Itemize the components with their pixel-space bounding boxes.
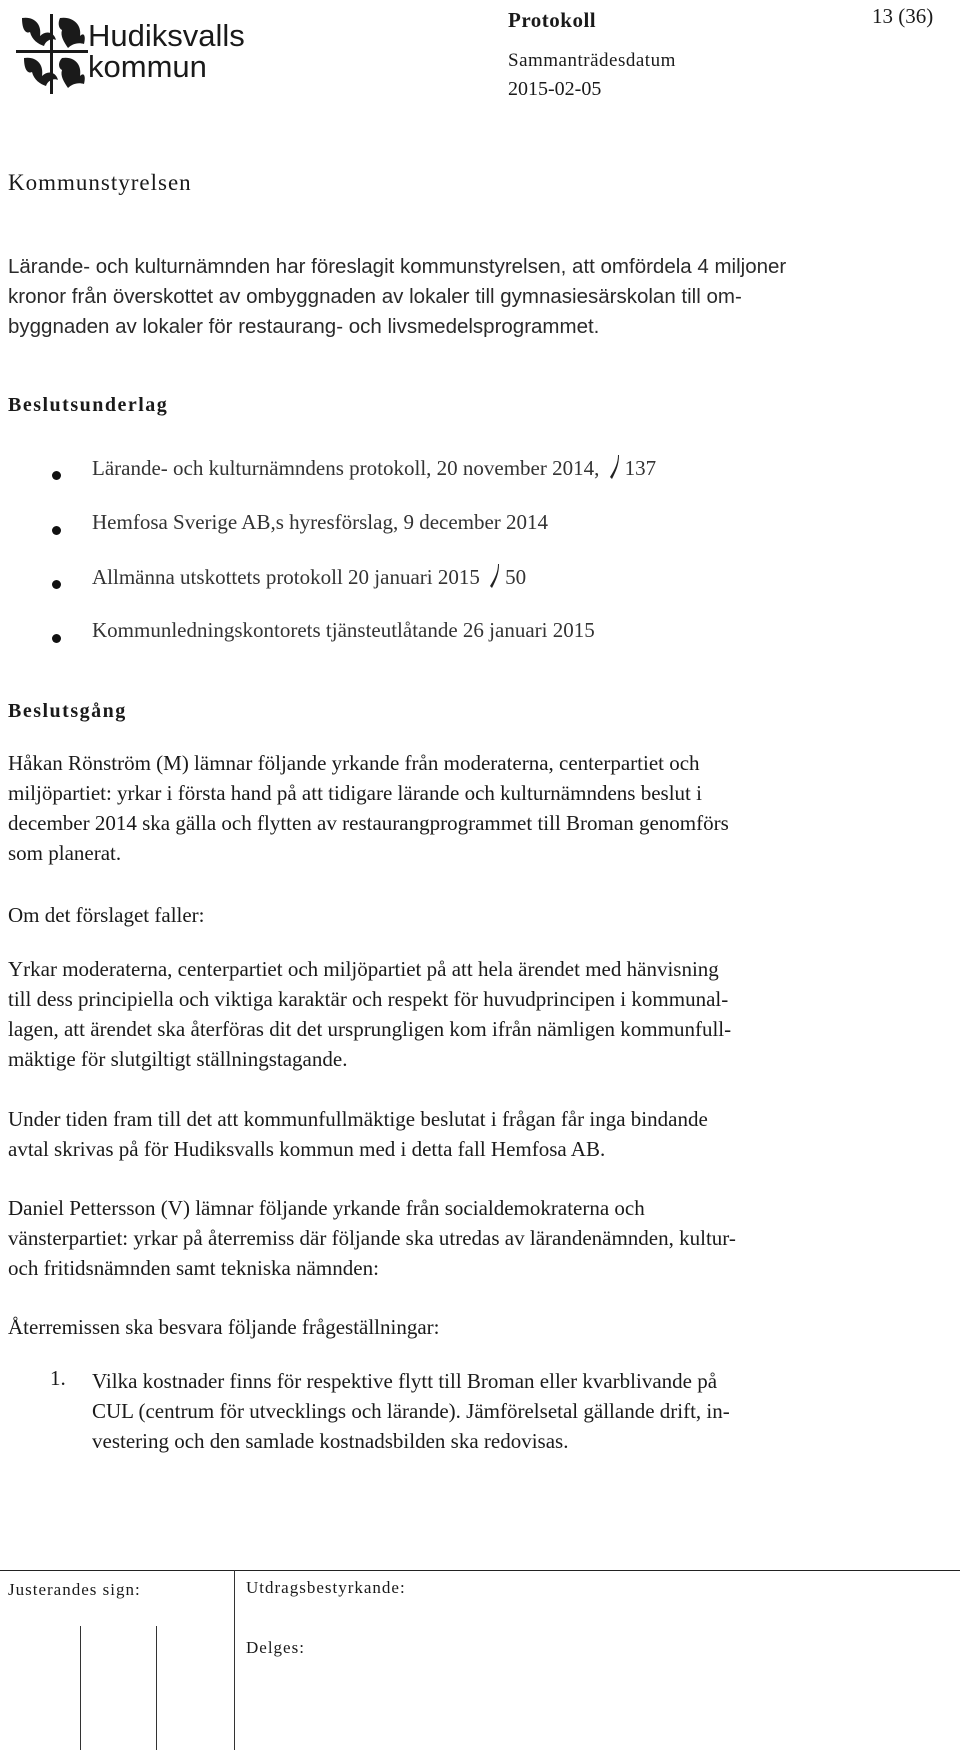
numbered-item-line: Vilka kostnader finns för respektive flytt till Broman eller kvarblivande på (92, 1369, 718, 1393)
paragraph-line: Håkan Rönström (M) lämnar följande yrkande från moderaterna, centerpartiet och (8, 751, 700, 775)
page-number: 13 (36) (872, 4, 934, 28)
paragraph-pettersson (8, 1193, 948, 1283)
paragraph-line: som planerat. (8, 841, 122, 865)
numbered-item-line: vestering och den samlade kostnadsbilden ska redovisas. (92, 1429, 569, 1453)
intro-line: kronor från överskottet av ombyggnaden av lokaler till gymnasiesärskolan till om- (8, 285, 742, 308)
paragraph-line: Daniel Pettersson (V) lämnar följande yrkande från socialdemokraterna och (8, 1196, 645, 1220)
meeting-date-label: Sammanträdesdatum (508, 50, 676, 71)
paragraph-aterremiss: Återremissen ska besvara följande frågeställningar: (8, 1315, 440, 1339)
beslutsunderlag-heading: Beslutsunderlag (8, 394, 169, 416)
utdragsbestyrkande-label: Utdragsbestyrkande: (246, 1578, 406, 1597)
paragraph-line: till dess principiella och viktiga karaktär och respekt för huvudprincipen i kommunal- (8, 987, 729, 1011)
bullet-item-text: Kommunledningskontorets tjänsteutlåtande 26 januari 2015 (92, 618, 595, 642)
paragraph-line: Under tiden fram till det att kommunfullmäktige beslutat i frågan får inga bindande (8, 1107, 708, 1131)
goat-emblem-icon (16, 14, 88, 94)
section-sign-icon (489, 564, 499, 590)
paragraph-line: och fritidsnämnden samt tekniska nämnden: (8, 1256, 379, 1280)
justerandes-sign-label: Justerandes sign: (8, 1580, 141, 1599)
meeting-date: 2015-02-05 (508, 78, 602, 100)
bullet-icon (52, 526, 61, 535)
bullet-icon (52, 634, 61, 643)
document-type: Protokoll (508, 8, 597, 32)
intro-line: Lärande- och kulturnämnden har föreslagit kommunstyrelsen, att omfördela 4 miljoner (8, 255, 787, 278)
bullet-item (92, 564, 526, 590)
signature-box-divider (156, 1626, 157, 1750)
paragraph-line: mäktige för slutgiltigt ställningstagande. (8, 1047, 348, 1071)
paragraph-yrkar (8, 954, 948, 1074)
section-sign-icon (609, 455, 619, 481)
bullet-item-reference: 50 (505, 565, 527, 589)
paragraph-line: december 2014 ska gälla och flytten av restaurangprogrammet till Broman genomförs (8, 811, 729, 835)
paragraph-line: Yrkar moderaterna, centerpartiet och miljöpartiet på att hela ärendet med hänvisning (8, 957, 719, 981)
numbered-item-line: CUL (centrum för utvecklings och lärande). Jämförelsetal gällande drift, in- (92, 1399, 730, 1423)
logo-line-2: kommun (88, 49, 207, 84)
footer-column-divider (234, 1570, 235, 1750)
paragraph-line: avtal skrivas på för Hudiksvalls kommun med i detta fall Hemfosa AB. (8, 1137, 606, 1161)
logo-line-1: Hudiksvalls (88, 18, 245, 53)
numbered-item (92, 1366, 942, 1456)
list-number: 1. (50, 1366, 66, 1390)
bullet-item-reference: 137 (624, 456, 657, 480)
bullet-icon (52, 471, 61, 480)
paragraph-under-tiden (8, 1104, 948, 1164)
paragraph-if-fails: Om det förslaget faller: (8, 903, 205, 927)
intro-paragraph (8, 252, 948, 342)
beslutsgang-heading: Beslutsgång (8, 700, 127, 722)
bullet-item (92, 510, 548, 535)
paragraph-line: vänsterpartiet: yrkar på återremiss där följande ska utredas av lärandenämnden, kultur- (8, 1226, 736, 1250)
paragraph-ronstrom (8, 748, 948, 868)
bullet-item (92, 618, 595, 643)
bullet-item (92, 455, 656, 481)
logo-wordmark (88, 20, 245, 82)
footer-divider (0, 1570, 960, 1571)
delges-label: Delges: (246, 1638, 305, 1657)
department-title: Kommunstyrelsen (8, 170, 192, 195)
bullet-item-text: Allmänna utskottets protokoll 20 januari 2015 (92, 565, 480, 589)
signature-box-divider (80, 1626, 81, 1750)
paragraph-line: lagen, att ärendet ska återföras dit det ursprungligen kom ifrån nämligen kommunfull- (8, 1017, 732, 1041)
bullet-item-text: Hemfosa Sverige AB,s hyresförslag, 9 december 2014 (92, 510, 549, 534)
intro-line: byggnaden av lokaler för restaurang- och livsmedelsprogrammet. (8, 315, 600, 338)
bullet-icon (52, 580, 61, 589)
paragraph-line: miljöpartiet: yrkar i första hand på att tidigare lärande och kulturnämndens beslut i (8, 781, 702, 805)
bullet-item-text: Lärande- och kulturnämndens protokoll, 20 november 2014, (92, 456, 600, 480)
